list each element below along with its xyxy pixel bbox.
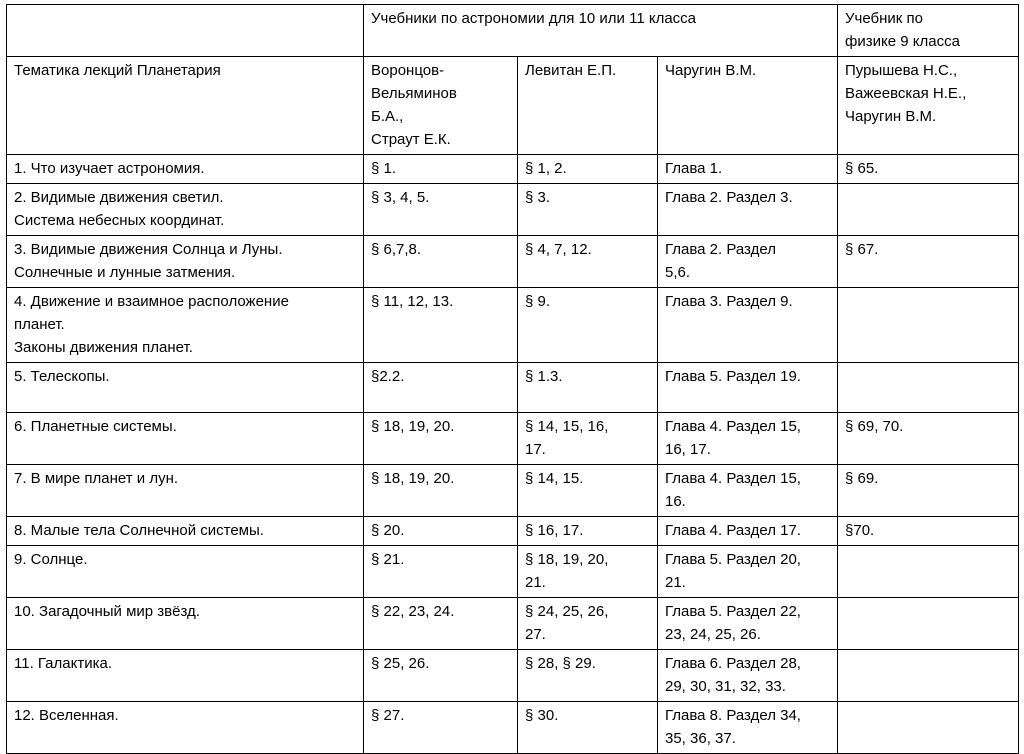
table-row bbox=[7, 702, 1019, 754]
physics-cell: § 69. bbox=[838, 465, 1019, 517]
vorontsov-cell: § 1. bbox=[364, 155, 518, 184]
topic-cell: 10. Загадочный мир звёзд. bbox=[7, 598, 364, 650]
levitan-cell: § 1.3. bbox=[518, 363, 658, 413]
vorontsov-cell: § 3, 4, 5. bbox=[364, 184, 518, 236]
topic-cell: 9. Солнце. bbox=[7, 546, 364, 598]
author-header-purysheva: Пурышева Н.С., Важеевская Н.Е., Чаругин В.М. bbox=[838, 57, 1019, 155]
vorontsov-cell: § 21. bbox=[364, 546, 518, 598]
table-row bbox=[7, 288, 1019, 363]
table-row bbox=[7, 184, 1019, 236]
physics-cell: § 67. bbox=[838, 236, 1019, 288]
charugin-cell: Глава 4. Раздел 15, 16. bbox=[658, 465, 838, 517]
textbook-correspondence-table bbox=[6, 4, 1019, 754]
topic-cell: 11. Галактика. bbox=[7, 650, 364, 702]
table-row bbox=[7, 650, 1019, 702]
levitan-cell: § 9. bbox=[518, 288, 658, 363]
charugin-cell: Глава 8. Раздел 34, 35, 36, 37. bbox=[658, 702, 838, 754]
group-header-row bbox=[7, 5, 1019, 57]
topic-cell: 8. Малые тела Солнечной системы. bbox=[7, 517, 364, 546]
physics-cell: §70. bbox=[838, 517, 1019, 546]
table-row bbox=[7, 363, 1019, 413]
topic-cell: 5. Телескопы. bbox=[7, 363, 364, 413]
table-row bbox=[7, 413, 1019, 465]
vorontsov-cell: § 6,7,8. bbox=[364, 236, 518, 288]
levitan-cell: § 24, 25, 26, 27. bbox=[518, 598, 658, 650]
author-header-charugin: Чаругин В.М. bbox=[658, 57, 838, 155]
charugin-cell: Глава 5. Раздел 20, 21. bbox=[658, 546, 838, 598]
physics-cell bbox=[838, 702, 1019, 754]
physics-cell bbox=[838, 650, 1019, 702]
charugin-cell: Глава 1. bbox=[658, 155, 838, 184]
vorontsov-cell: § 11, 12, 13. bbox=[364, 288, 518, 363]
empty-corner-cell bbox=[7, 5, 364, 57]
physics-cell: § 69, 70. bbox=[838, 413, 1019, 465]
levitan-cell: § 4, 7, 12. bbox=[518, 236, 658, 288]
table-row bbox=[7, 465, 1019, 517]
charugin-cell: Глава 4. Раздел 17. bbox=[658, 517, 838, 546]
table-row bbox=[7, 155, 1019, 184]
levitan-cell: § 14, 15, 16, 17. bbox=[518, 413, 658, 465]
levitan-cell: § 28, § 29. bbox=[518, 650, 658, 702]
charugin-cell: Глава 5. Раздел 19. bbox=[658, 363, 838, 413]
topic-cell: 1. Что изучает астрономия. bbox=[7, 155, 364, 184]
vorontsov-cell: § 20. bbox=[364, 517, 518, 546]
vorontsov-cell: § 25, 26. bbox=[364, 650, 518, 702]
vorontsov-cell: § 22, 23, 24. bbox=[364, 598, 518, 650]
table-row bbox=[7, 546, 1019, 598]
vorontsov-cell: § 18, 19, 20. bbox=[364, 413, 518, 465]
charugin-cell: Глава 3. Раздел 9. bbox=[658, 288, 838, 363]
author-header-levitan: Левитан Е.П. bbox=[518, 57, 658, 155]
physics-cell bbox=[838, 184, 1019, 236]
astronomy-textbooks-header: Учебники по астрономии для 10 или 11 класса bbox=[364, 5, 838, 57]
physics-cell bbox=[838, 598, 1019, 650]
topic-cell: 12. Вселенная. bbox=[7, 702, 364, 754]
charugin-cell: Глава 5. Раздел 22, 23, 24, 25, 26. bbox=[658, 598, 838, 650]
table-row bbox=[7, 236, 1019, 288]
topic-column-header: Тематика лекций Планетария bbox=[7, 57, 364, 155]
author-header-vorontsov: Воронцов- Вельяминов Б.А., Страут Е.К. bbox=[364, 57, 518, 155]
topic-cell: 6. Планетные системы. bbox=[7, 413, 364, 465]
topic-cell: 3. Видимые движения Солнца и Луны. Солнечные и лунные затмения. bbox=[7, 236, 364, 288]
physics-cell bbox=[838, 363, 1019, 413]
table-row bbox=[7, 598, 1019, 650]
topic-cell: 4. Движение и взаимное расположение планет. Законы движения планет. bbox=[7, 288, 364, 363]
topic-cell: 7. В мире планет и лун. bbox=[7, 465, 364, 517]
physics-cell bbox=[838, 288, 1019, 363]
topic-cell: 2. Видимые движения светил. Система небесных координат. bbox=[7, 184, 364, 236]
table-row bbox=[7, 517, 1019, 546]
levitan-cell: § 1, 2. bbox=[518, 155, 658, 184]
vorontsov-cell: § 27. bbox=[364, 702, 518, 754]
physics-cell: § 65. bbox=[838, 155, 1019, 184]
charugin-cell: Глава 2. Раздел 3. bbox=[658, 184, 838, 236]
charugin-cell: Глава 6. Раздел 28, 29, 30, 31, 32, 33. bbox=[658, 650, 838, 702]
vorontsov-cell: § 18, 19, 20. bbox=[364, 465, 518, 517]
levitan-cell: § 16, 17. bbox=[518, 517, 658, 546]
physics-cell bbox=[838, 546, 1019, 598]
levitan-cell: § 18, 19, 20, 21. bbox=[518, 546, 658, 598]
levitan-cell: § 30. bbox=[518, 702, 658, 754]
charugin-cell: Глава 2. Раздел 5,6. bbox=[658, 236, 838, 288]
vorontsov-cell: §2.2. bbox=[364, 363, 518, 413]
author-header-row bbox=[7, 57, 1019, 155]
charugin-cell: Глава 4. Раздел 15, 16, 17. bbox=[658, 413, 838, 465]
levitan-cell: § 14, 15. bbox=[518, 465, 658, 517]
physics-textbook-header: Учебник по физике 9 класса bbox=[838, 5, 1019, 57]
levitan-cell: § 3. bbox=[518, 184, 658, 236]
